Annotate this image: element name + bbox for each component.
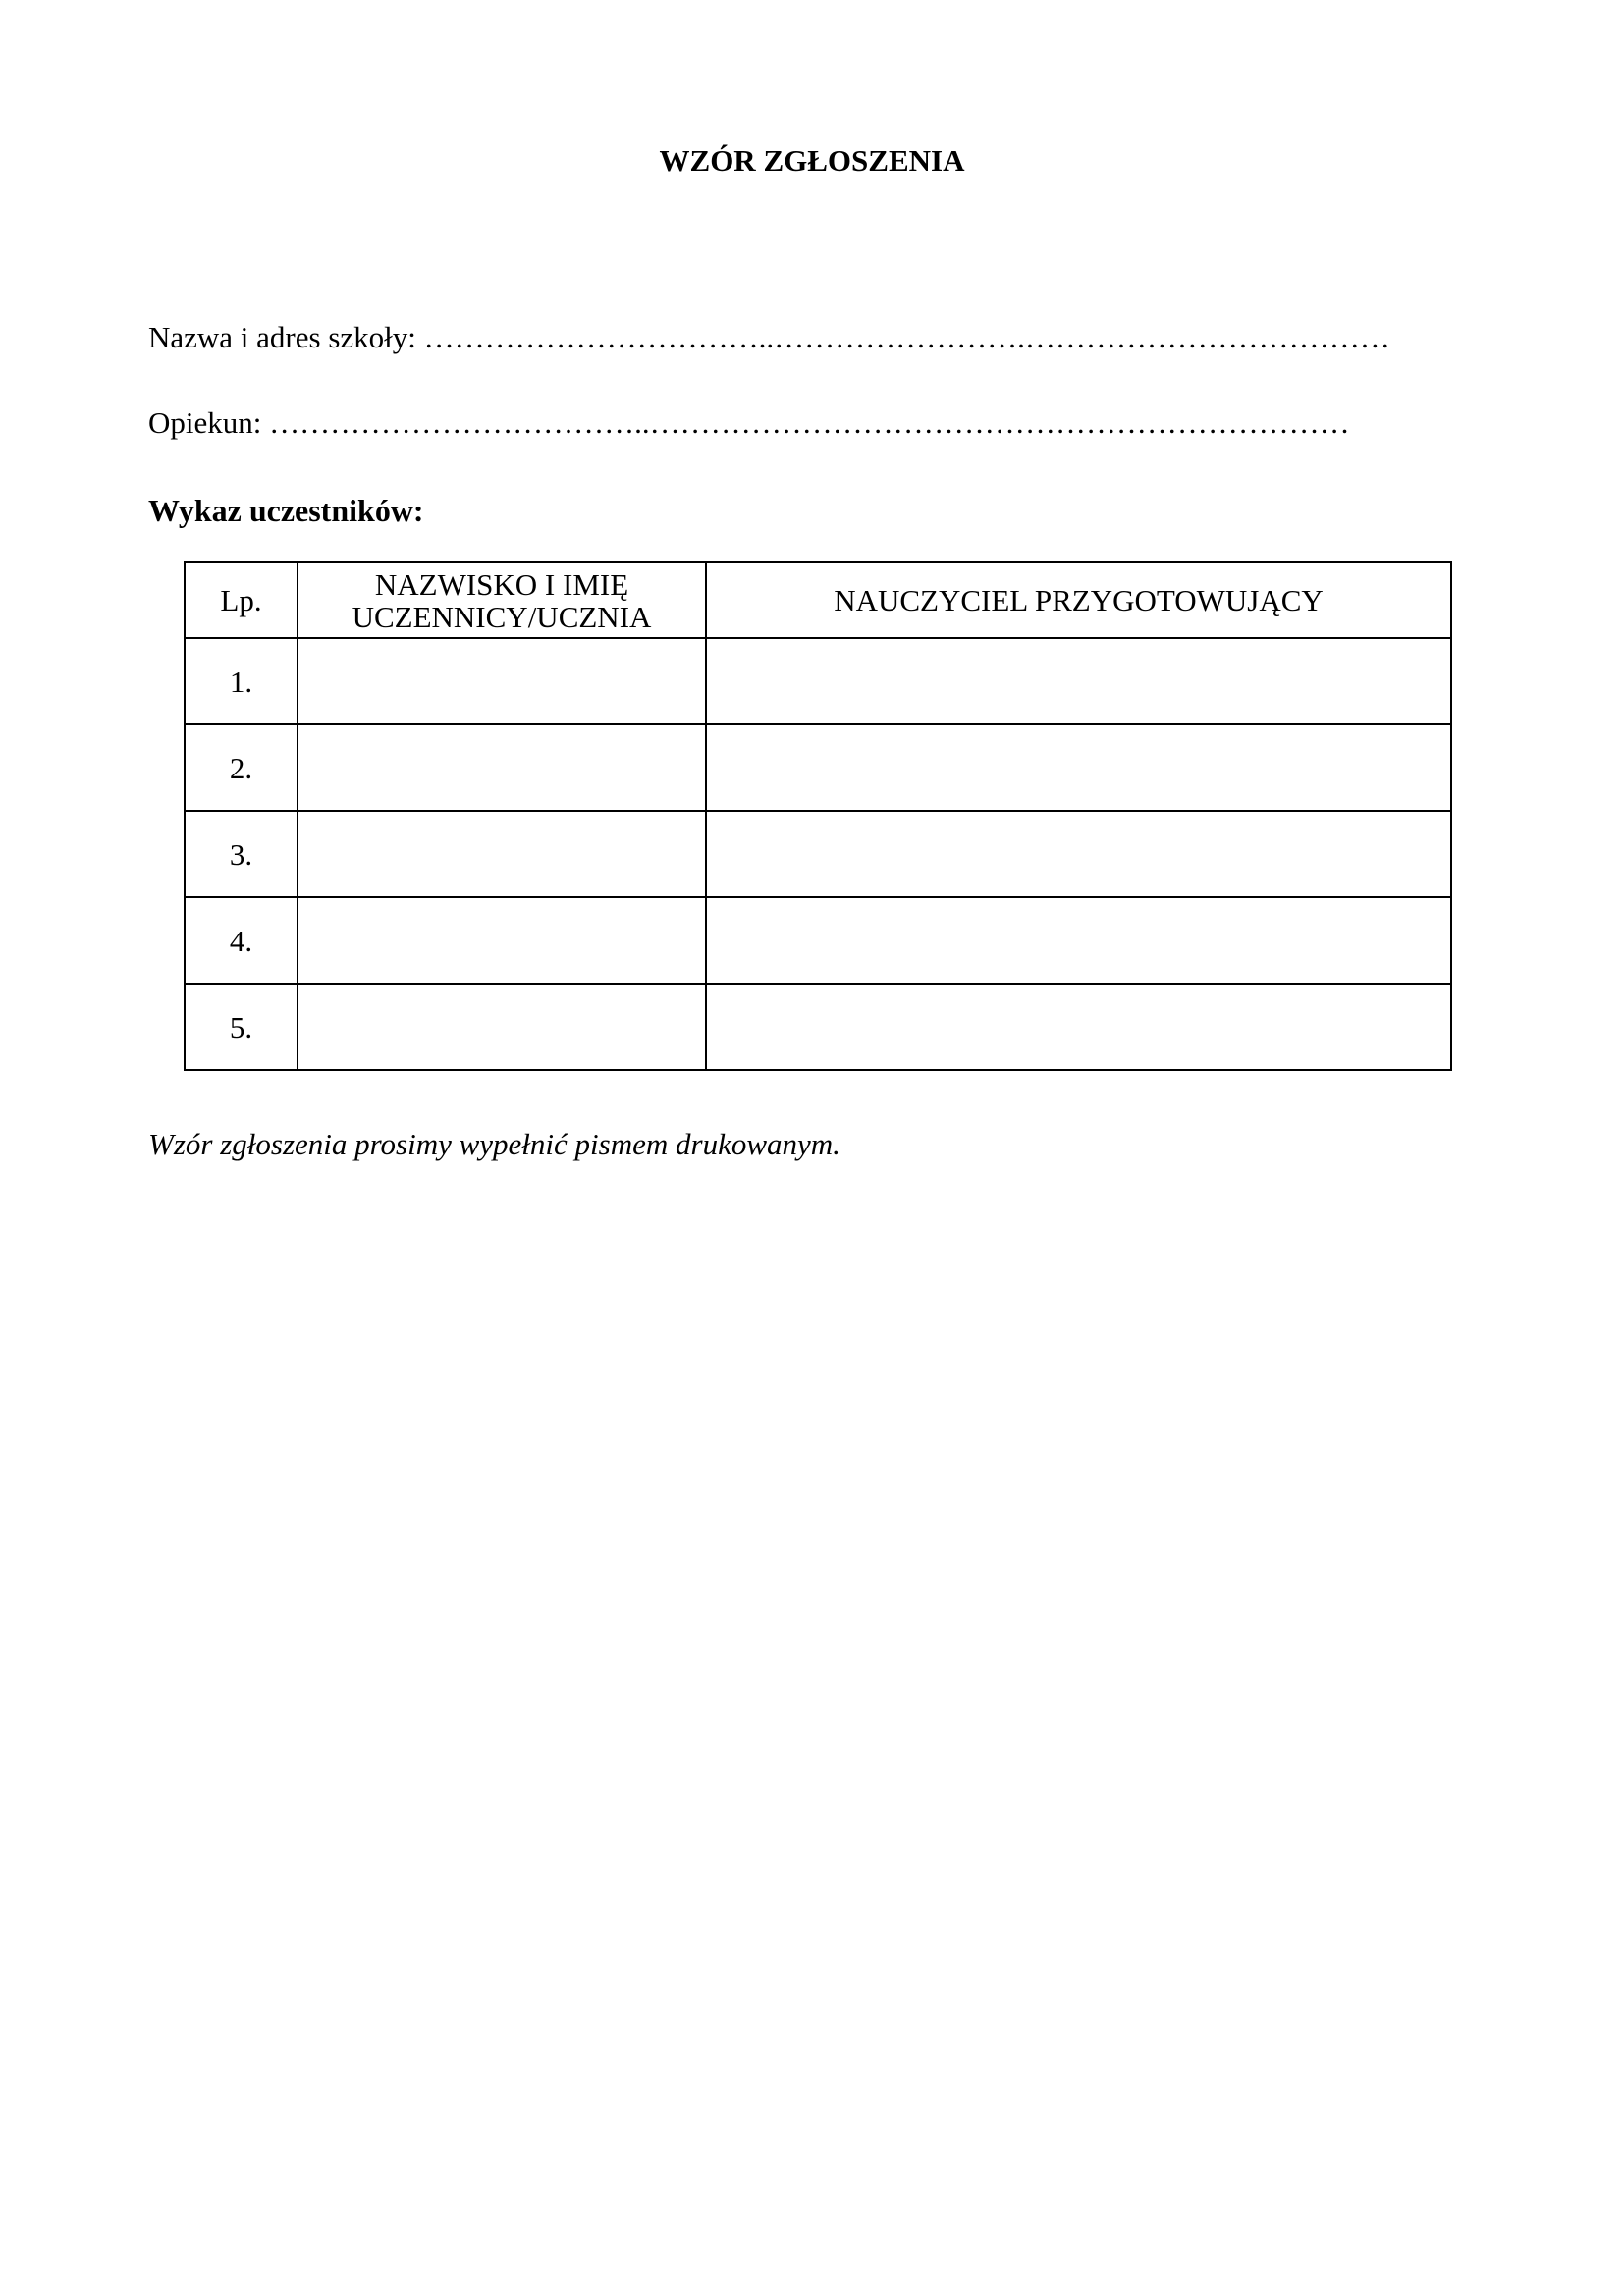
fill-instruction-note: Wzór zgłoszenia prosimy wypełnić pismem drukowanym. (148, 1127, 840, 1161)
header-teacher: NAUCZYCIEL PRZYGOTOWUJĄCY (706, 562, 1451, 638)
row-number: 2. (185, 724, 298, 811)
participants-table (184, 561, 1452, 1071)
table-row (185, 984, 1451, 1070)
table-header-row (185, 562, 1451, 638)
row-number: 4. (185, 897, 298, 984)
table-row (185, 724, 1451, 811)
student-name-cell[interactable] (298, 811, 706, 897)
table-row (185, 897, 1451, 984)
row-number: 3. (185, 811, 298, 897)
row-number: 5. (185, 984, 298, 1070)
header-lp: Lp. (185, 562, 298, 638)
header-student-name-line1: NAZWISKO I IMIĘ (374, 566, 629, 602)
header-student-name-line2: UCZENNICY/UCZNIA (352, 599, 652, 634)
participants-heading: Wykaz uczestników: (148, 493, 424, 528)
student-name-cell[interactable] (298, 897, 706, 984)
teacher-cell[interactable] (706, 724, 1451, 811)
teacher-cell[interactable] (706, 811, 1451, 897)
student-name-cell[interactable] (298, 984, 706, 1070)
table-row (185, 638, 1451, 724)
header-student-name (298, 562, 706, 638)
student-name-cell[interactable] (298, 638, 706, 724)
document-title: WZÓR ZGŁOSZENIA (659, 143, 965, 178)
school-name-address-field[interactable]: Nazwa i adres szkoły: ……………………………..…………………….……………………………… (148, 320, 1390, 354)
guardian-field[interactable]: Opiekun: ………………………………..…………………………………………………………… (148, 405, 1350, 440)
teacher-cell[interactable] (706, 897, 1451, 984)
table-row (185, 811, 1451, 897)
teacher-cell[interactable] (706, 638, 1451, 724)
teacher-cell[interactable] (706, 984, 1451, 1070)
student-name-cell[interactable] (298, 724, 706, 811)
row-number: 1. (185, 638, 298, 724)
